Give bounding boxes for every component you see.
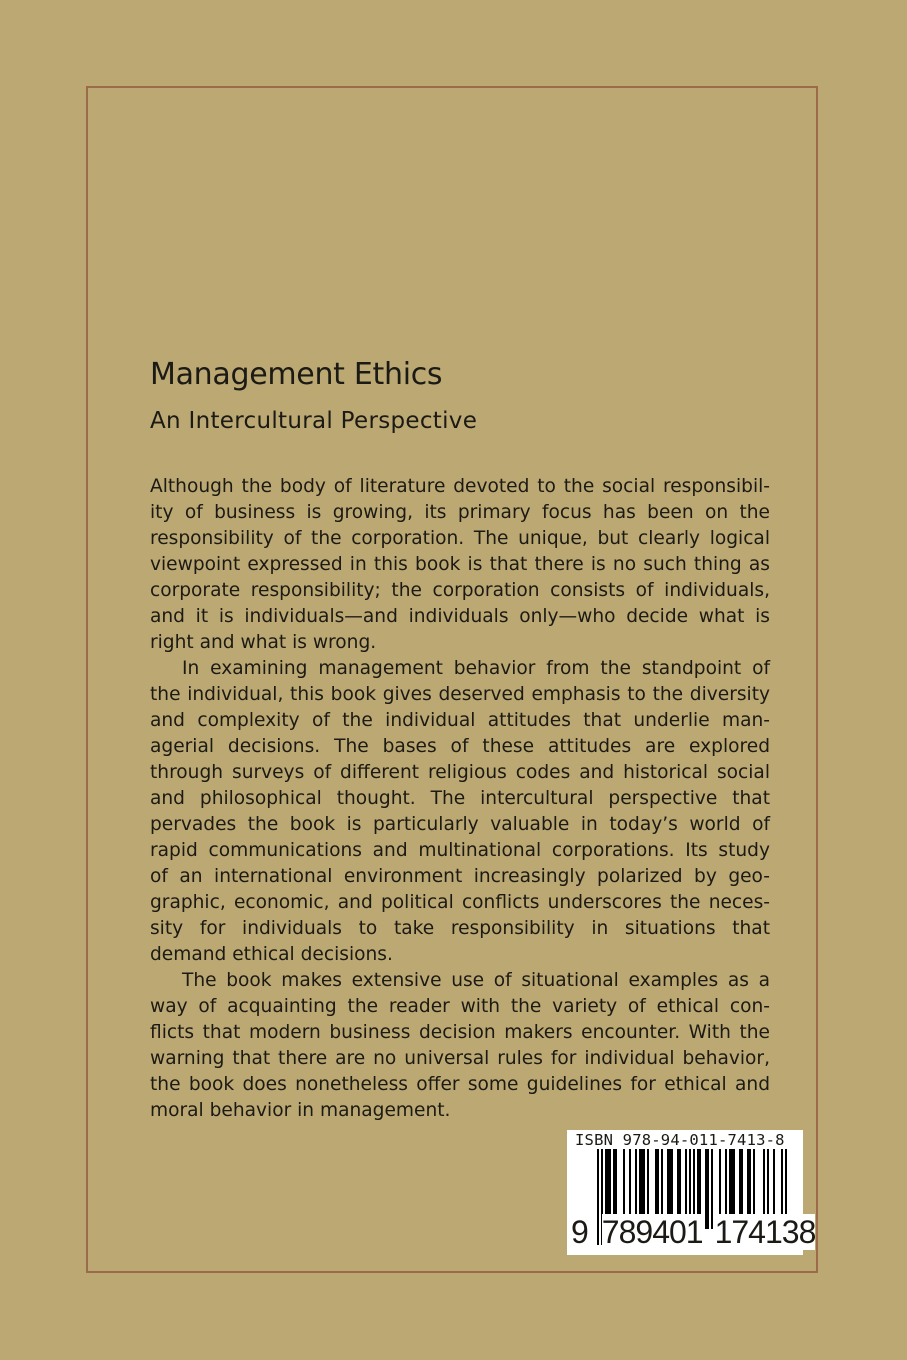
blurb-line: and complexity of the individual attitudes that underlie man- <box>150 710 770 731</box>
ean-right-group: 174138 <box>714 1214 816 1250</box>
isbn-barcode <box>567 1130 816 1255</box>
blurb-line: warning that there are no universal rules for individual behavior, <box>150 1048 770 1069</box>
blurb-line: Although the body of literature devoted to the social responsibil- <box>150 476 770 497</box>
blurb-line: the book does nonetheless offer some guidelines for ethical and <box>150 1074 770 1095</box>
blurb-line: flicts that modern business decision makers encounter. With the <box>150 1022 770 1043</box>
ean-left-group: 789401 <box>601 1214 703 1250</box>
blurb-line: way of acquainting the reader with the variety of ethical con- <box>150 996 770 1017</box>
blurb-line: sity for individuals to take responsibility in situations that <box>150 918 770 939</box>
book-subtitle: An Intercultural Perspective <box>150 408 478 434</box>
blurb-line: demand ethical decisions. <box>150 944 393 965</box>
isbn-label: ISBN 978-94-011-7413-8 <box>575 1131 785 1149</box>
blurb-line: right and what is wrong. <box>150 632 377 653</box>
blurb-line: responsibility of the corporation. The unique, but clearly logical <box>150 528 770 549</box>
blurb-line: of an international environment increasingly polarized by geo- <box>150 866 770 887</box>
blurb-line: In examining management behavior from the standpoint of <box>182 658 770 679</box>
blurb-line: rapid communications and multinational corporations. Its study <box>150 840 770 861</box>
blurb-text <box>150 474 770 1124</box>
blurb-line: and it is individuals—and individuals only—who decide what is <box>150 606 770 627</box>
book-title: Management Ethics <box>150 357 443 392</box>
blurb-line: The book makes extensive use of situational examples as a <box>182 970 770 991</box>
blurb-line: through surveys of different religious codes and historical social <box>150 762 770 783</box>
blurb-line: viewpoint expressed in this book is that there is no such thing as <box>150 554 770 575</box>
blurb-line: agerial decisions. The bases of these attitudes are explored <box>150 736 770 757</box>
ean-digits <box>571 1215 815 1249</box>
blurb-line: moral behavior in management. <box>150 1100 451 1121</box>
blurb-line: and philosophical thought. The intercultural perspective that <box>150 788 770 809</box>
blurb-line: graphic, economic, and political conflicts underscores the neces- <box>150 892 770 913</box>
blurb-line: the individual, this book gives deserved emphasis to the diversity <box>150 684 770 705</box>
blurb-line: ity of business is growing, its primary focus has been on the <box>150 502 770 523</box>
blurb-line: pervades the book is particularly valuable in today’s world of <box>150 814 770 835</box>
ean-first-digit: 9 <box>571 1214 588 1250</box>
blurb-line: corporate responsibility; the corporation consists of individuals, <box>150 580 770 601</box>
